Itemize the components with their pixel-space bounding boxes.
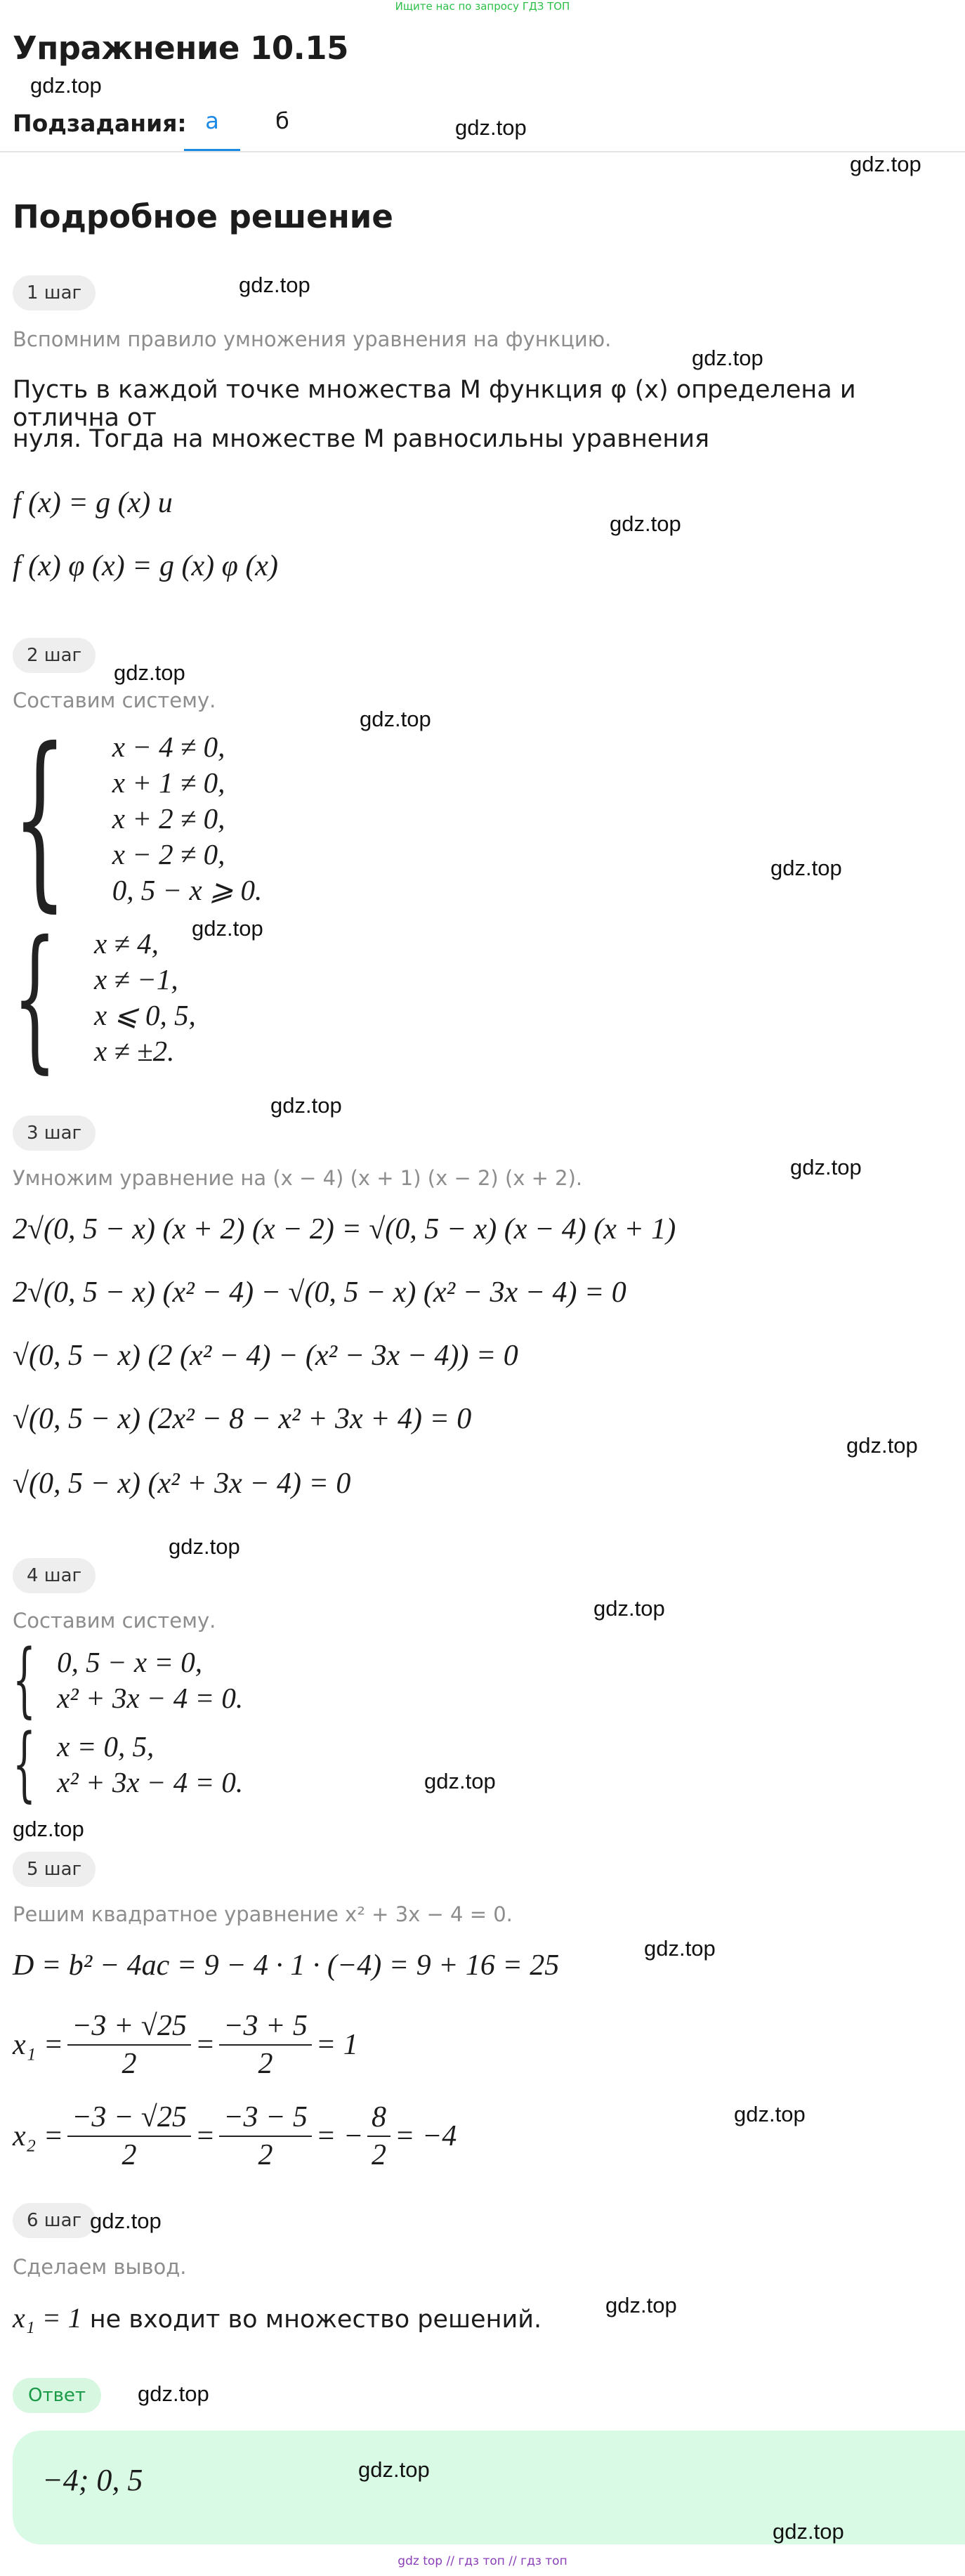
step-6-hint: Сделаем вывод. xyxy=(13,2255,187,2279)
denominator: 2 xyxy=(258,2139,273,2171)
page-title: Упражнение 10.15 xyxy=(13,30,348,67)
denominator: 2 xyxy=(122,2048,137,2080)
x2-lhs: x₂ = xyxy=(13,2120,64,2152)
conclusion-math: x₁ = 1 xyxy=(13,2302,82,2334)
top-banner: Ищите нас по запросу ГДЗ ТОП xyxy=(395,0,570,13)
denominator: 2 xyxy=(372,2139,387,2171)
watermark: gdz.top xyxy=(13,1817,84,1841)
step-5-discriminant: D = b² − 4ac = 9 − 4 · 1 · (−4) = 9 + 16 = 25 xyxy=(13,1949,560,1982)
watermark: gdz.top xyxy=(850,152,921,176)
brace: { xyxy=(13,1717,36,1811)
watermark: gdz.top xyxy=(239,273,310,297)
tabs-divider xyxy=(0,151,965,152)
step-2-pill: 2 шаг xyxy=(13,638,96,673)
answer-value: −4; 0, 5 xyxy=(42,2463,143,2497)
step-3-hint: Умножим уравнение на (x − 4) (x + 1) (x − 2) (x + 2). xyxy=(13,1166,583,1190)
watermark: gdz.top xyxy=(360,707,431,731)
step-3-line-1: 2√(0, 5 − x) (x + 2) (x − 2) = √(0, 5 − x) (x − 4) (x + 1) xyxy=(13,1213,676,1245)
watermark: gdz.top xyxy=(30,73,102,98)
watermark: gdz.top xyxy=(90,2209,162,2233)
conclusion-text: не входит во множество решений. xyxy=(81,2306,542,2334)
denominator: 2 xyxy=(258,2048,273,2080)
step-5-pill: 5 шаг xyxy=(13,1852,96,1887)
system-row: 0, 5 − x ⩾ 0. xyxy=(112,873,263,906)
system-row: x ≠ ±2. xyxy=(93,1035,175,1067)
step-5-x1 xyxy=(13,2009,358,2081)
system-row: x² + 3x − 4 = 0. xyxy=(57,1765,244,1798)
step-2-system-2 xyxy=(13,908,196,1087)
watermark: gdz.top xyxy=(593,1596,665,1621)
watermark: gdz.top xyxy=(773,2519,844,2544)
watermark: gdz.top xyxy=(455,115,527,140)
step-4-system-2 xyxy=(13,1717,244,1811)
step-2-hint: Составим систему. xyxy=(13,688,216,712)
watermark: gdz.top xyxy=(734,2102,806,2126)
numerator: −3 − √25 xyxy=(67,2100,191,2137)
step-4-hint: Составим систему. xyxy=(13,1609,216,1633)
step-3-pill: 3 шаг xyxy=(13,1116,96,1151)
step-4-pill: 4 шаг xyxy=(13,1558,96,1593)
system-row: 0, 5 − x = 0, xyxy=(57,1645,202,1678)
step-6-conclusion xyxy=(13,2301,541,2334)
brace: { xyxy=(13,1633,36,1727)
step-6-pill: 6 шаг xyxy=(13,2203,96,2238)
equals: = xyxy=(195,2029,216,2061)
watermark: gdz.top xyxy=(610,511,681,536)
system-row: x ≠ −1, xyxy=(93,963,178,995)
tab-b[interactable]: б xyxy=(275,107,289,134)
watermark: gdz.top xyxy=(138,2381,209,2406)
system-row: x + 1 ≠ 0, xyxy=(112,766,225,799)
x1-result: = 1 xyxy=(315,2029,358,2061)
step-3-line-4: √(0, 5 − x) (2x² − 8 − x² + 3x + 4) = 0 xyxy=(13,1403,472,1435)
system-row: x − 2 ≠ 0, xyxy=(112,837,225,870)
fraction xyxy=(67,2009,191,2081)
watermark: gdz.top xyxy=(846,1433,918,1458)
fraction xyxy=(219,2100,312,2172)
step-1-pill: 1 шаг xyxy=(13,275,96,310)
system-row: x + 2 ≠ 0, xyxy=(112,802,225,835)
step-1-eq-1: f (x) = g (x) и xyxy=(13,487,173,519)
system-row: x² + 3x − 4 = 0. xyxy=(57,1681,244,1714)
subtasks-label: Подзадания: xyxy=(13,110,187,137)
brace: { xyxy=(13,707,67,929)
step-1-text-2: нуля. Тогда на множестве M равносильны уравнения xyxy=(13,425,710,453)
system-row: x − 4 ≠ 0, xyxy=(112,730,225,763)
x1-lhs: x₁ = xyxy=(13,2029,64,2061)
numerator: 8 xyxy=(367,2100,390,2137)
fraction xyxy=(219,2009,312,2081)
watermark: gdz.top xyxy=(424,1769,496,1793)
x2-result: = −4 xyxy=(395,2120,457,2152)
equals: = xyxy=(195,2120,216,2152)
step-1-eq-2: f (x) φ (x) = g (x) φ (x) xyxy=(13,550,278,582)
step-3-line-5: √(0, 5 − x) (x² + 3x − 4) = 0 xyxy=(13,1467,351,1500)
answer-pill: Ответ xyxy=(13,2378,101,2413)
watermark: gdz.top xyxy=(770,856,842,880)
equals-minus: = − xyxy=(315,2120,364,2152)
tab-a[interactable]: а xyxy=(184,107,240,152)
watermark: gdz.top xyxy=(192,916,263,941)
watermark: gdz.top xyxy=(270,1093,342,1118)
system-row: x ≠ 4, xyxy=(93,927,159,960)
footer-links[interactable]: gdz top // гдз топ // гдз топ xyxy=(398,2554,567,2568)
watermark: gdz.top xyxy=(169,1534,240,1559)
denominator: 2 xyxy=(122,2139,137,2171)
brace: { xyxy=(13,908,57,1087)
numerator: −3 + 5 xyxy=(219,2009,312,2046)
step-5-hint: Решим квадратное уравнение x² + 3x − 4 = 0. xyxy=(13,1902,513,1926)
step-3-line-3: √(0, 5 − x) (2 (x² − 4) − (x² − 3x − 4)) = 0 xyxy=(13,1340,518,1372)
step-1-hint: Вспомним правило умножения уравнения на функцию. xyxy=(13,327,612,351)
detailed-solution-heading: Подробное решение xyxy=(13,198,393,235)
numerator: −3 − 5 xyxy=(219,2100,312,2137)
step-1-text-1: Пусть в каждой точке множества M функция φ (x) определена и отлична от xyxy=(13,376,856,432)
watermark: gdz.top xyxy=(692,346,763,370)
watermark: gdz.top xyxy=(114,660,185,685)
watermark: gdz.top xyxy=(790,1155,862,1179)
watermark: gdz.top xyxy=(644,1936,716,1961)
watermark: gdz.top xyxy=(605,2293,677,2317)
system-row: x = 0, 5, xyxy=(57,1730,155,1763)
step-5-x2 xyxy=(13,2100,457,2172)
fraction xyxy=(67,2100,191,2172)
step-3-line-2: 2√(0, 5 − x) (x² − 4) − √(0, 5 − x) (x² − 3x − 4) = 0 xyxy=(13,1276,626,1309)
step-4-system-1 xyxy=(13,1633,244,1727)
watermark: gdz.top xyxy=(358,2457,430,2482)
fraction xyxy=(367,2100,390,2172)
system-row: x ⩽ 0, 5, xyxy=(93,999,196,1031)
numerator: −3 + √25 xyxy=(67,2009,191,2046)
